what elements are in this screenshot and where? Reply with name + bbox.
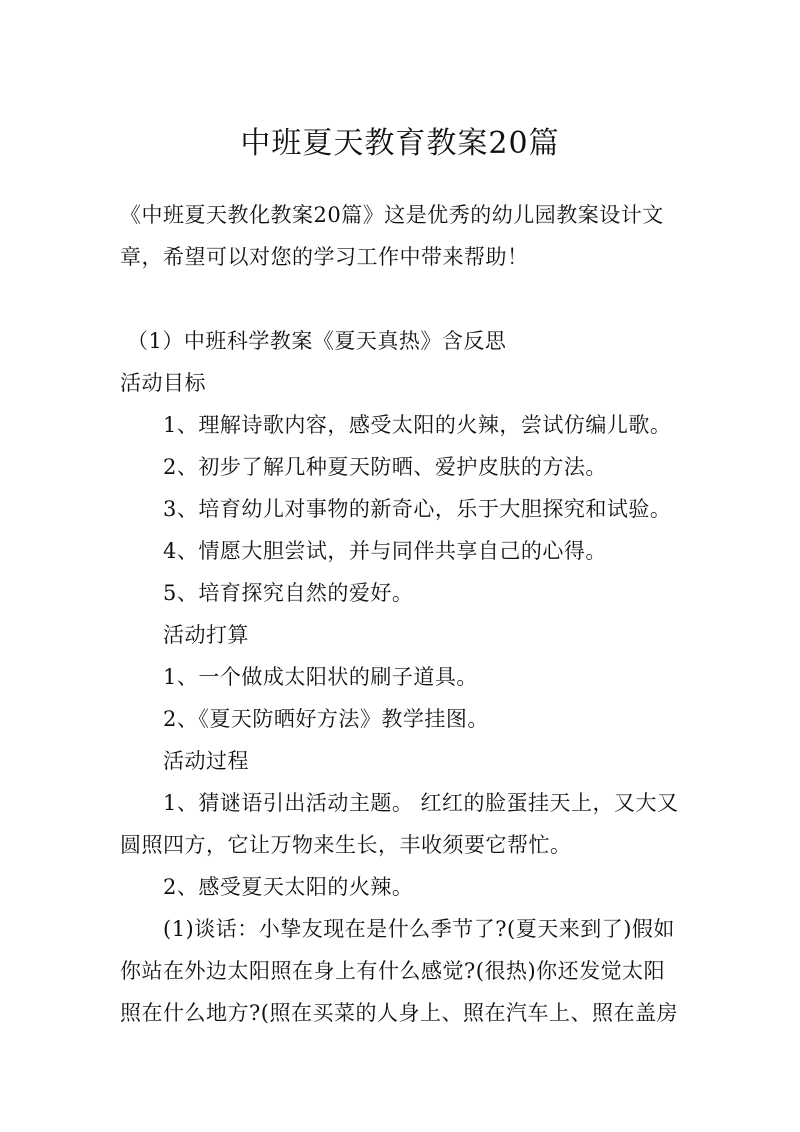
- talk-line: 你站在外边太阳照在身上有什么感觉?(很热)你还发觉太阳: [120, 959, 666, 983]
- process-step-line: 2、感受夏天太阳的火辣。: [163, 875, 414, 899]
- preparation-item: 1、一个做成太阳状的刷子道具。: [163, 665, 478, 689]
- intro-line: 《中班夏天教化教案20篇》这是优秀的幼儿园教案设计文: [120, 203, 664, 227]
- goal-item: 3、培育幼儿对事物的新奇心，乐于大胆探究和试验。: [163, 497, 672, 521]
- goal-item: 5、培育探究自然的爱好。: [163, 581, 414, 605]
- section-heading: （1）中班科学教案《夏天真热》含反思: [127, 329, 507, 353]
- preparation-item: 2、《夏天防晒好方法》教学挂图。: [163, 707, 489, 731]
- goals-heading: 活动目标: [120, 371, 206, 395]
- process-heading: 活动过程: [163, 749, 249, 773]
- preparation-heading: 活动打算: [163, 623, 249, 647]
- talk-line: 照在什么地方?(照在买菜的人身上、照在汽车上、照在盖房: [120, 1001, 678, 1025]
- goal-item: 2、初步了解几种夏天防晒、爱护皮肤的方法。: [163, 455, 607, 479]
- goal-item: 1、理解诗歌内容，感受太阳的火辣，尝试仿编儿歌。: [163, 413, 672, 437]
- talk-line: (1)谈话：小挚友现在是什么季节了?(夏天来到了)假如: [163, 917, 675, 941]
- document-title: 中班夏天教育教案20篇: [240, 126, 560, 161]
- process-step-line: 1、猜谜语引出活动主题。 红红的脸蛋挂天上，又大又: [163, 791, 679, 815]
- intro-line: 章，希望可以对您的学习工作中带来帮助！: [120, 245, 529, 269]
- goal-item: 4、情愿大胆尝试，并与同伴共享自己的心得。: [163, 539, 607, 563]
- process-step-line: 圆照四方，它让万物来生长，丰收须要它帮忙。: [120, 833, 572, 857]
